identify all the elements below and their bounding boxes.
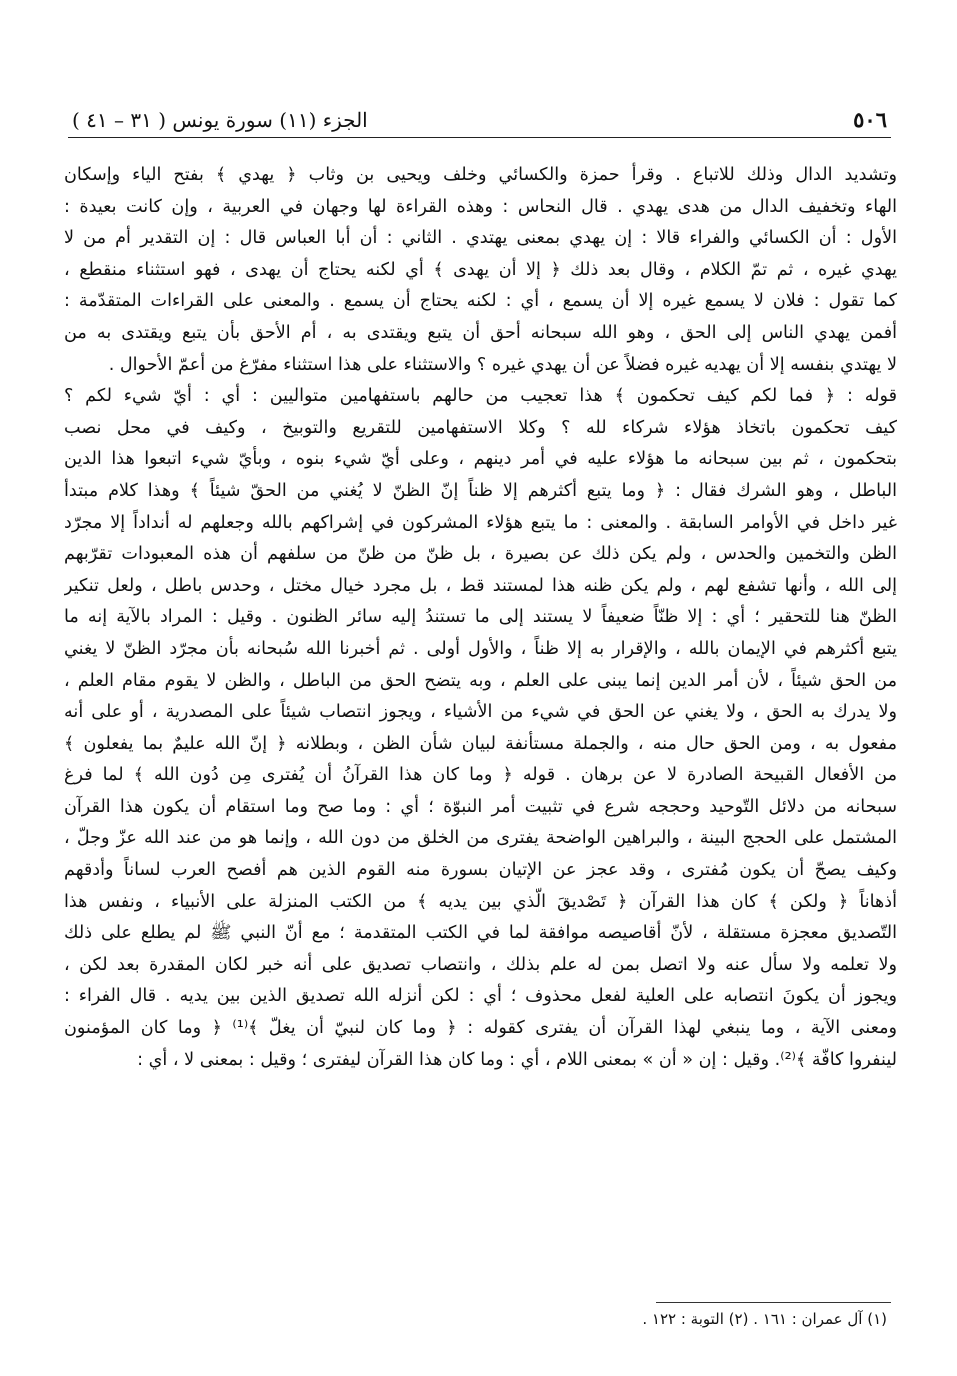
text-line: أفمن يهدي الناس إلى الحق ، وهو الله سبحانه أحق أن يتبع ويقتدى به ، أم الأحق بأن يتبع ويقتدى به من [64,322,897,343]
text-line: الظنّ هنا للتحقير ؛ أي : إلا ظنّاً ضعيفاً لا يستند إلى ما تستندُ إليه سائر الظنون . وقيل : المراد بالآية إنه ما [64,607,897,628]
text-line: المشتمل على الحجج البينة ، والبراهين الواضحة يفترى من الخلق من دون الله ، وإنما هو من عند الله عزّ وجلّ ، [64,828,897,849]
text-line: وكيف يصحّ أن يكون مُفترى ، وقد عجز عن الإتيان بسورة منه القوم الذين هم أفصح العرب لساناً وأدقهم [64,860,897,881]
footnotes: (١) آل عمران : ١٦١ . (٢) التوبة : ١٢٢ . [642,1310,887,1328]
text-line: لا يهتدي بنفسه إلا أن يهديه غيره فضلاً عن أن يهدي غيره ؟ والاستثناء على هذا استثناء مفرّغ من أعمّ الأحوال . [108,354,897,375]
text-line: من الحق شيئاً ، لأن أمر الدين إنما يبنى على العلم ، وبه يتضح الحق من الباطل ، والظن لا يقوم مقام العلم ، [64,670,897,691]
text-line: يتبع أكثرهم في الإيمان بالله ، والإقرار به إلا ظناً ، والأول أولى . ثم أخبرنا الله سُبحانه بأن مجرّد الظنّ لا يغني [64,638,897,659]
text-line: كيف تحكمون باتخاذ هؤلاء شركاء لله ؟ وكلا الاستفهامين للتقريع والتوبيخ ، وكيف في محل نصب [64,417,897,438]
text-line: مفعول به ، ومن الحق حال منه ، والجملة مستأنفة لبيان شأن الظن ، وبطلانه ﴿ إنّ الله عليمٌ بما يفعلون ﴾ [64,733,897,754]
text-line: وتشديد الدال وذلك للاتباع . وقرأ حمزة والكسائي وخلف ويحيى بن وثاب ﴿ يهدي ﴾ بفتح الياء وإسكان [64,165,897,185]
text-line: قوله : ﴿ فما لكم كيف تحكمون ﴾ هذا تعجيب من حالهم باستفهامين متواليين : أي : أيّ شيء لكم ؟ [64,386,897,407]
header-rule [68,137,891,138]
text-line: يهدي غيره ، ثم تمّ الكلام ، وقال بعد ذلك ﴿ إلا أن يهدى ﴾ أي لكنه يحتاج أن يهدى ، فهو استثناء منقطع ، [64,259,897,280]
text-line: الهاء وتخفيف الدال من هدى يهدي . قال النحاس : وهذه القراءة لها وجهان في العربية ، وإن كانت بعيدة : [64,196,897,217]
text-line: الظن والتخمين والحدس ، ولم يكن ذلك عن بصيرة ، بل ظنّ من ظنّ من سلفهم أن هذه المعبودات تقرّبهم [64,544,897,565]
text-line: ويجوز أن يكونَ انتصابه على العلية لفعل محذوف ؛ أي : لكن أنزله الله تصديق الذين بين يديه . قال الفراء : [64,986,897,1007]
footnote-rule [656,1302,891,1303]
page-header [72,98,887,132]
text-line: الباطل ، وهو الشرك فقال : ﴿ وما يتبع أكثرهم إلا ظناً إنّ الظنّ لا يُغني من الحقّ شيئاً ﴾ وهذا كلام مبتدأ [64,480,897,501]
text-line: التّصديق معجزة مستقلة ، لأنّ أقاصيصه موافقة لما في الكتب المتقدمة ؛ مع أنّ النبي ﷺ لم يطلع على ذلك [64,923,897,944]
text-line: أذهاناً ﴿ ولكن ﴾ كان هذا القرآن ﴿ تَصْديقَ الّذي بين يديه ﴾ من الكتب المنزلة على الأنبياء ، ونفس هذا [64,891,897,912]
text-line: الأول : أن الكسائي والفراء قالا : إن يهدي بمعنى يهتدي . الثاني : أن أبا العباس قال : إن التقدير أم من لا [64,228,897,249]
text-line: غير داخل في الأوامر السابقة . والمعنى : ما يتبع هؤلاء المشركون في إشراكهم بالله وجعلهم له أنداداً إلا مجرّد [64,512,897,533]
text-line: كما تقول : فلان لا يسمع غيره إلا أن يسمع ، أي : لكنه يحتاج أن يسمع . والمعنى على القراءات المتقدّمة : [64,291,897,312]
body-text [64,160,897,1076]
page-number: ٥٠٦ [853,107,887,132]
running-head: الجزء (١١) سورة يونس ( ٣١ – ٤١ ) [72,108,368,132]
text-line: إلى الله ، وأنها تشفع لهم ، ولم يكن ظنه هذا لمستند قط ، بل مجرد خيال مختل ، وحدس باطل ، ولعل تنكير [64,575,897,596]
text-line: ومعنى الآية ، وما ينبغي لهذا القرآن أن يفترى كقوله : ﴿ وما كان لنبيّ أن يغلّ ﴾⁽¹⁾ ﴿ وما كان المؤمنون [64,1018,897,1039]
text-line: ولا يدرك به الحق ، ولا يغني عن الحق في شيء من الأشياء ، ويجوز انتصاب شيئاً على المصدرية ، أو على أنه [64,702,897,723]
text-line: ولا تعلمه ولا سأل عنه ولا اتصل بمن له علم بذلك ، وانتصاب تصديق على أنه خبر لكان المقدرة بعد لكن ، [64,954,897,975]
text-line: بتحكمون ، ثم بين سبحانه ما هؤلاء عليه في أمر دينهم ، وعلى أيّ شيء بنوه ، وبأيّ شيء اتبعوا هذا الدين [64,449,897,470]
text-line: من الأفعال القبيحة الصادرة لا عن برهان . قوله ﴿ وما كان هذا القرآنُ أن يُفترى مِن دُون الله ﴾ لما فرغ [64,765,897,786]
text-line: سبحانه من دلائل التّوحيد وحججه شرع في تثبيت أمر النبوّة ؛ أي : وما صح وما استقام أن يكون هذا القرآن [64,796,897,817]
text-line: لينفروا كافّة ﴾⁽²⁾. وقيل : إن « أن » بمعنى اللام ، أي : وما كان هذا القرآن ليفترى ؛ وقيل : بمعنى لا ، أي : [137,1049,897,1070]
